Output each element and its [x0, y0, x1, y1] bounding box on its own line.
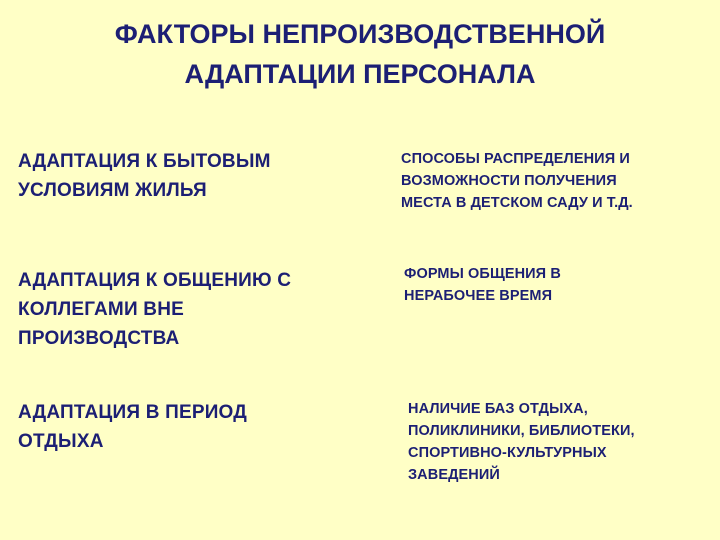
description-rest-line-3: СПОРТИВНО-КУЛЬТУРНЫХ	[408, 445, 607, 461]
factor-rest-line-1: АДАПТАЦИЯ В ПЕРИОД	[18, 402, 248, 423]
factor-housing	[18, 147, 271, 205]
description-housing-line-2: ВОЗМОЖНОСТИ ПОЛУЧЕНИЯ	[401, 173, 617, 189]
slide-title	[30, 14, 690, 94]
description-housing	[401, 148, 633, 214]
factor-colleagues-line-1: АДАПТАЦИЯ К ОБЩЕНИЮ С	[18, 270, 292, 291]
factor-rest	[18, 398, 247, 456]
description-rest-line-4: ЗАВЕДЕНИЙ	[408, 467, 500, 483]
factor-rest-line-2: ОТДЫХА	[18, 431, 104, 452]
factor-housing-line-1: АДАПТАЦИЯ К БЫТОВЫМ	[18, 151, 271, 172]
slide-title-line-2: АДАПТАЦИИ ПЕРСОНАЛА	[184, 59, 536, 89]
description-colleagues-line-1: ФОРМЫ ОБЩЕНИЯ В	[404, 266, 561, 282]
description-rest	[408, 398, 635, 486]
factor-housing-line-2: УСЛОВИЯМ ЖИЛЬЯ	[18, 180, 207, 201]
slide-title-line-1: ФАКТОРЫ НЕПРОИЗВОДСТВЕННОЙ	[114, 19, 606, 49]
description-rest-line-1: НАЛИЧИЕ БАЗ ОТДЫХА,	[408, 401, 588, 417]
factor-colleagues	[18, 266, 291, 353]
description-colleagues-line-2: НЕРАБОЧЕЕ ВРЕМЯ	[404, 288, 553, 304]
description-housing-line-3: МЕСТА В ДЕТСКОМ САДУ И Т.Д.	[401, 195, 633, 211]
factor-colleagues-line-3: ПРОИЗВОДСТВА	[18, 328, 180, 349]
description-colleagues	[404, 263, 561, 307]
description-housing-line-1: СПОСОБЫ РАСПРЕДЕЛЕНИЯ И	[401, 151, 630, 167]
factor-colleagues-line-2: КОЛЛЕГАМИ ВНЕ	[18, 299, 185, 320]
description-rest-line-2: ПОЛИКЛИНИКИ, БИБЛИОТЕКИ,	[408, 423, 635, 439]
